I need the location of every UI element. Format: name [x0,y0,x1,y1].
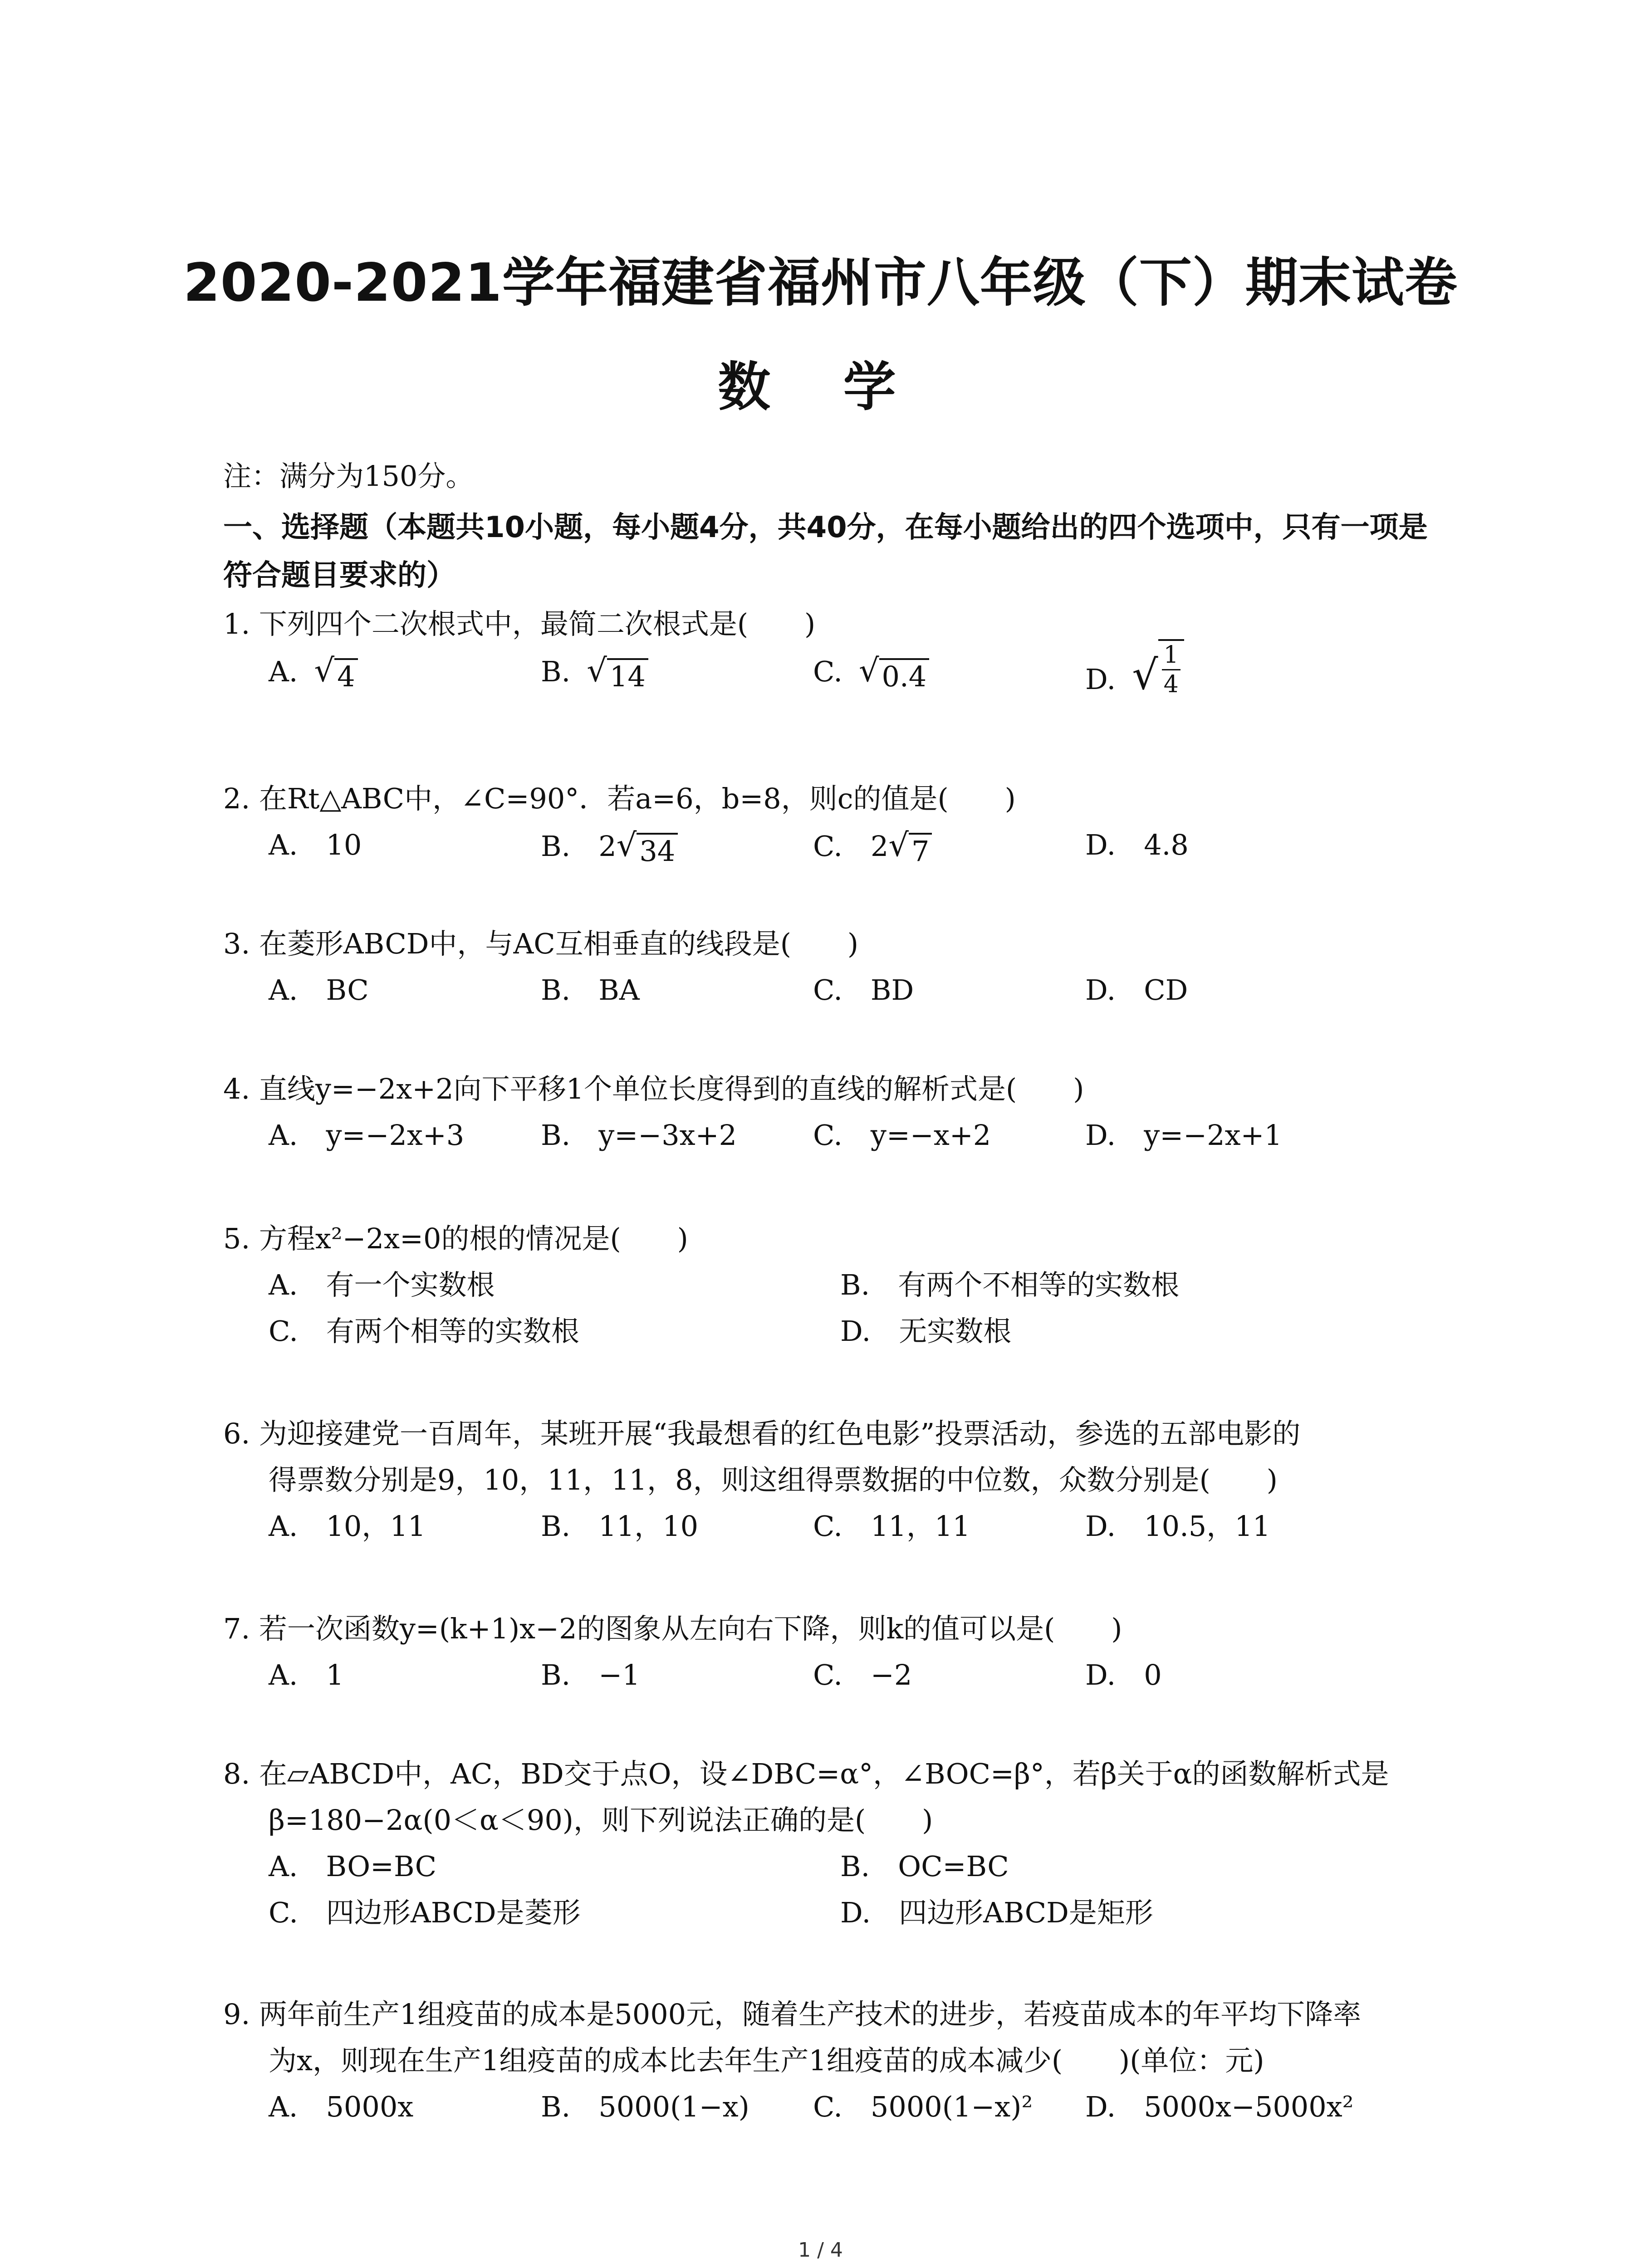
option-d: D. 10.5，11 [1085,1510,1271,1543]
option-b: B. 5000(1−x) [541,2090,749,2123]
question-stem: 7. 若一次函数y=(k+1)x−2的图象从左向右下降，则k的值可以是( ) [223,1612,1122,1645]
options-row [223,1503,1466,1549]
option-d: D. CD [1085,973,1188,1007]
question-stem-cont: 得票数分别是9，10，11，11，8，则这组得票数据的中位数，众数分别是( ) [269,1463,1278,1496]
option-b: B. OC=BC [840,1850,1009,1883]
option-d: D. 0 [1085,1658,1162,1691]
option-a: A. √ 4 [269,647,358,695]
options-row [223,641,1466,715]
option-c: C. 2 √ 7 [813,822,932,870]
exam-title: 2020-2021学年福建省福州市八年级（下）期末试卷 [183,252,1458,313]
question-stem: 2. 在Rt△ABC中，∠C=90°．若a=6，b=8，则c的值是( ) [223,782,1016,815]
question-stem: 8. 在▱ABCD中，AC，BD交于点O，设∠DBC=α°，∠BOC=β°，若β关于α的函数解析式是 [223,1757,1389,1790]
options-row [223,822,1466,868]
option-b: B. 11，10 [541,1510,699,1543]
option-a: A. 5000x [269,2090,414,2123]
fraction: $\frac{1}{4}$ [1158,639,1184,699]
question-2 [223,776,1466,868]
option-c: C. 11，11 [813,1510,970,1543]
option-c: C. 有两个相等的实数根 [269,1315,579,1348]
option-d: D. 无实数根 [840,1315,1012,1348]
option-a: A. BC [269,973,369,1007]
question-stem: 6. 为迎接建党一百周年，某班开展“我最想看的红色电影”投票活动，参选的五部电影的 [223,1417,1301,1450]
option-d: D. 四边形ABCD是矩形 [840,1896,1153,1929]
question-1 [223,601,1466,715]
options-row [223,1652,1466,1698]
option-b: B. BA [541,973,640,1007]
option-a: A. y=−2x+3 [269,1119,465,1152]
question-stem: 1. 下列四个二次根式中，最简二次根式是( ) [223,607,816,640]
option-b: B. 2 √ 34 [541,822,678,870]
question-stem: 5. 方程x²−2x=0的根的情况是( ) [223,1222,688,1255]
question-stem: 4. 直线y=−2x+2向下平移1个单位长度得到的直线的解析式是( ) [223,1072,1084,1105]
option-a: A. 10 [269,828,362,861]
radicand: 4 [334,658,358,694]
option-b: B. √ 14 [541,647,648,695]
option-a: A. 有一个实数根 [269,1268,495,1301]
option-a: A. 10，11 [269,1510,426,1543]
question-3 [223,921,1466,1013]
option-c: C. y=−x+2 [813,1119,991,1152]
question-9 [223,1991,1466,2130]
option-a: A. BO=BC [269,1850,437,1883]
option-c: C. 5000(1−x)² [813,2090,1033,2123]
question-stem-cont: 为x，则现在生产1组疫苗的成本比去年生产1组疫苗的成本减少( )(单位：元) [269,2044,1264,2077]
option-b: B. −1 [541,1658,640,1691]
question-stem-cont: β=180−2α(0＜α＜90)，则下列说法正确的是( ) [269,1804,933,1837]
options-row [223,1308,1466,1354]
options-row [223,1890,1466,1936]
option-b: B. 有两个不相等的实数根 [840,1268,1180,1301]
question-6 [223,1411,1466,1549]
option-d: D. 4.8 [1085,828,1189,861]
section-heading: 一、选择题（本题共10小题，每小题4分，共40分，在每小题给出的四个选项中，只有一项是符合题目要求的） [223,511,1428,592]
question-stem: 3. 在菱形ABCD中，与AC互相垂直的线段是( ) [223,927,859,960]
score-note: 注：满分为150分。 [223,459,474,493]
question-7 [223,1606,1466,1698]
question-stem: 9. 两年前生产1组疫苗的成本是5000元，随着生产技术的进步，若疫苗成本的年平均下降率 [223,1998,1362,2031]
radicand: 0.4 [879,658,930,694]
option-c: C. BD [813,973,914,1007]
page-number: 1 / 4 [798,2239,843,2262]
option-c: C. 四边形ABCD是菱形 [269,1896,581,1929]
option-d: D. 5000x−5000x² [1085,2090,1354,2123]
option-d: D. √ $\frac{1}{4}$ [1085,639,1184,703]
options-row [223,1112,1466,1158]
option-a: A. 1 [269,1658,344,1691]
question-8 [223,1751,1466,1936]
option-c: C. −2 [813,1658,912,1691]
options-row [223,2084,1466,2130]
option-d: D. y=−2x+1 [1085,1119,1282,1152]
options-row [223,1843,1466,1890]
question-4 [223,1066,1466,1158]
subject-title: 数 学 [718,357,923,418]
option-b: B. y=−3x+2 [541,1119,737,1152]
options-row [223,967,1466,1013]
options-row [223,1262,1466,1308]
option-c: C. √ 0.4 [813,647,929,695]
radicand: 14 [607,658,648,694]
question-5 [223,1216,1466,1354]
